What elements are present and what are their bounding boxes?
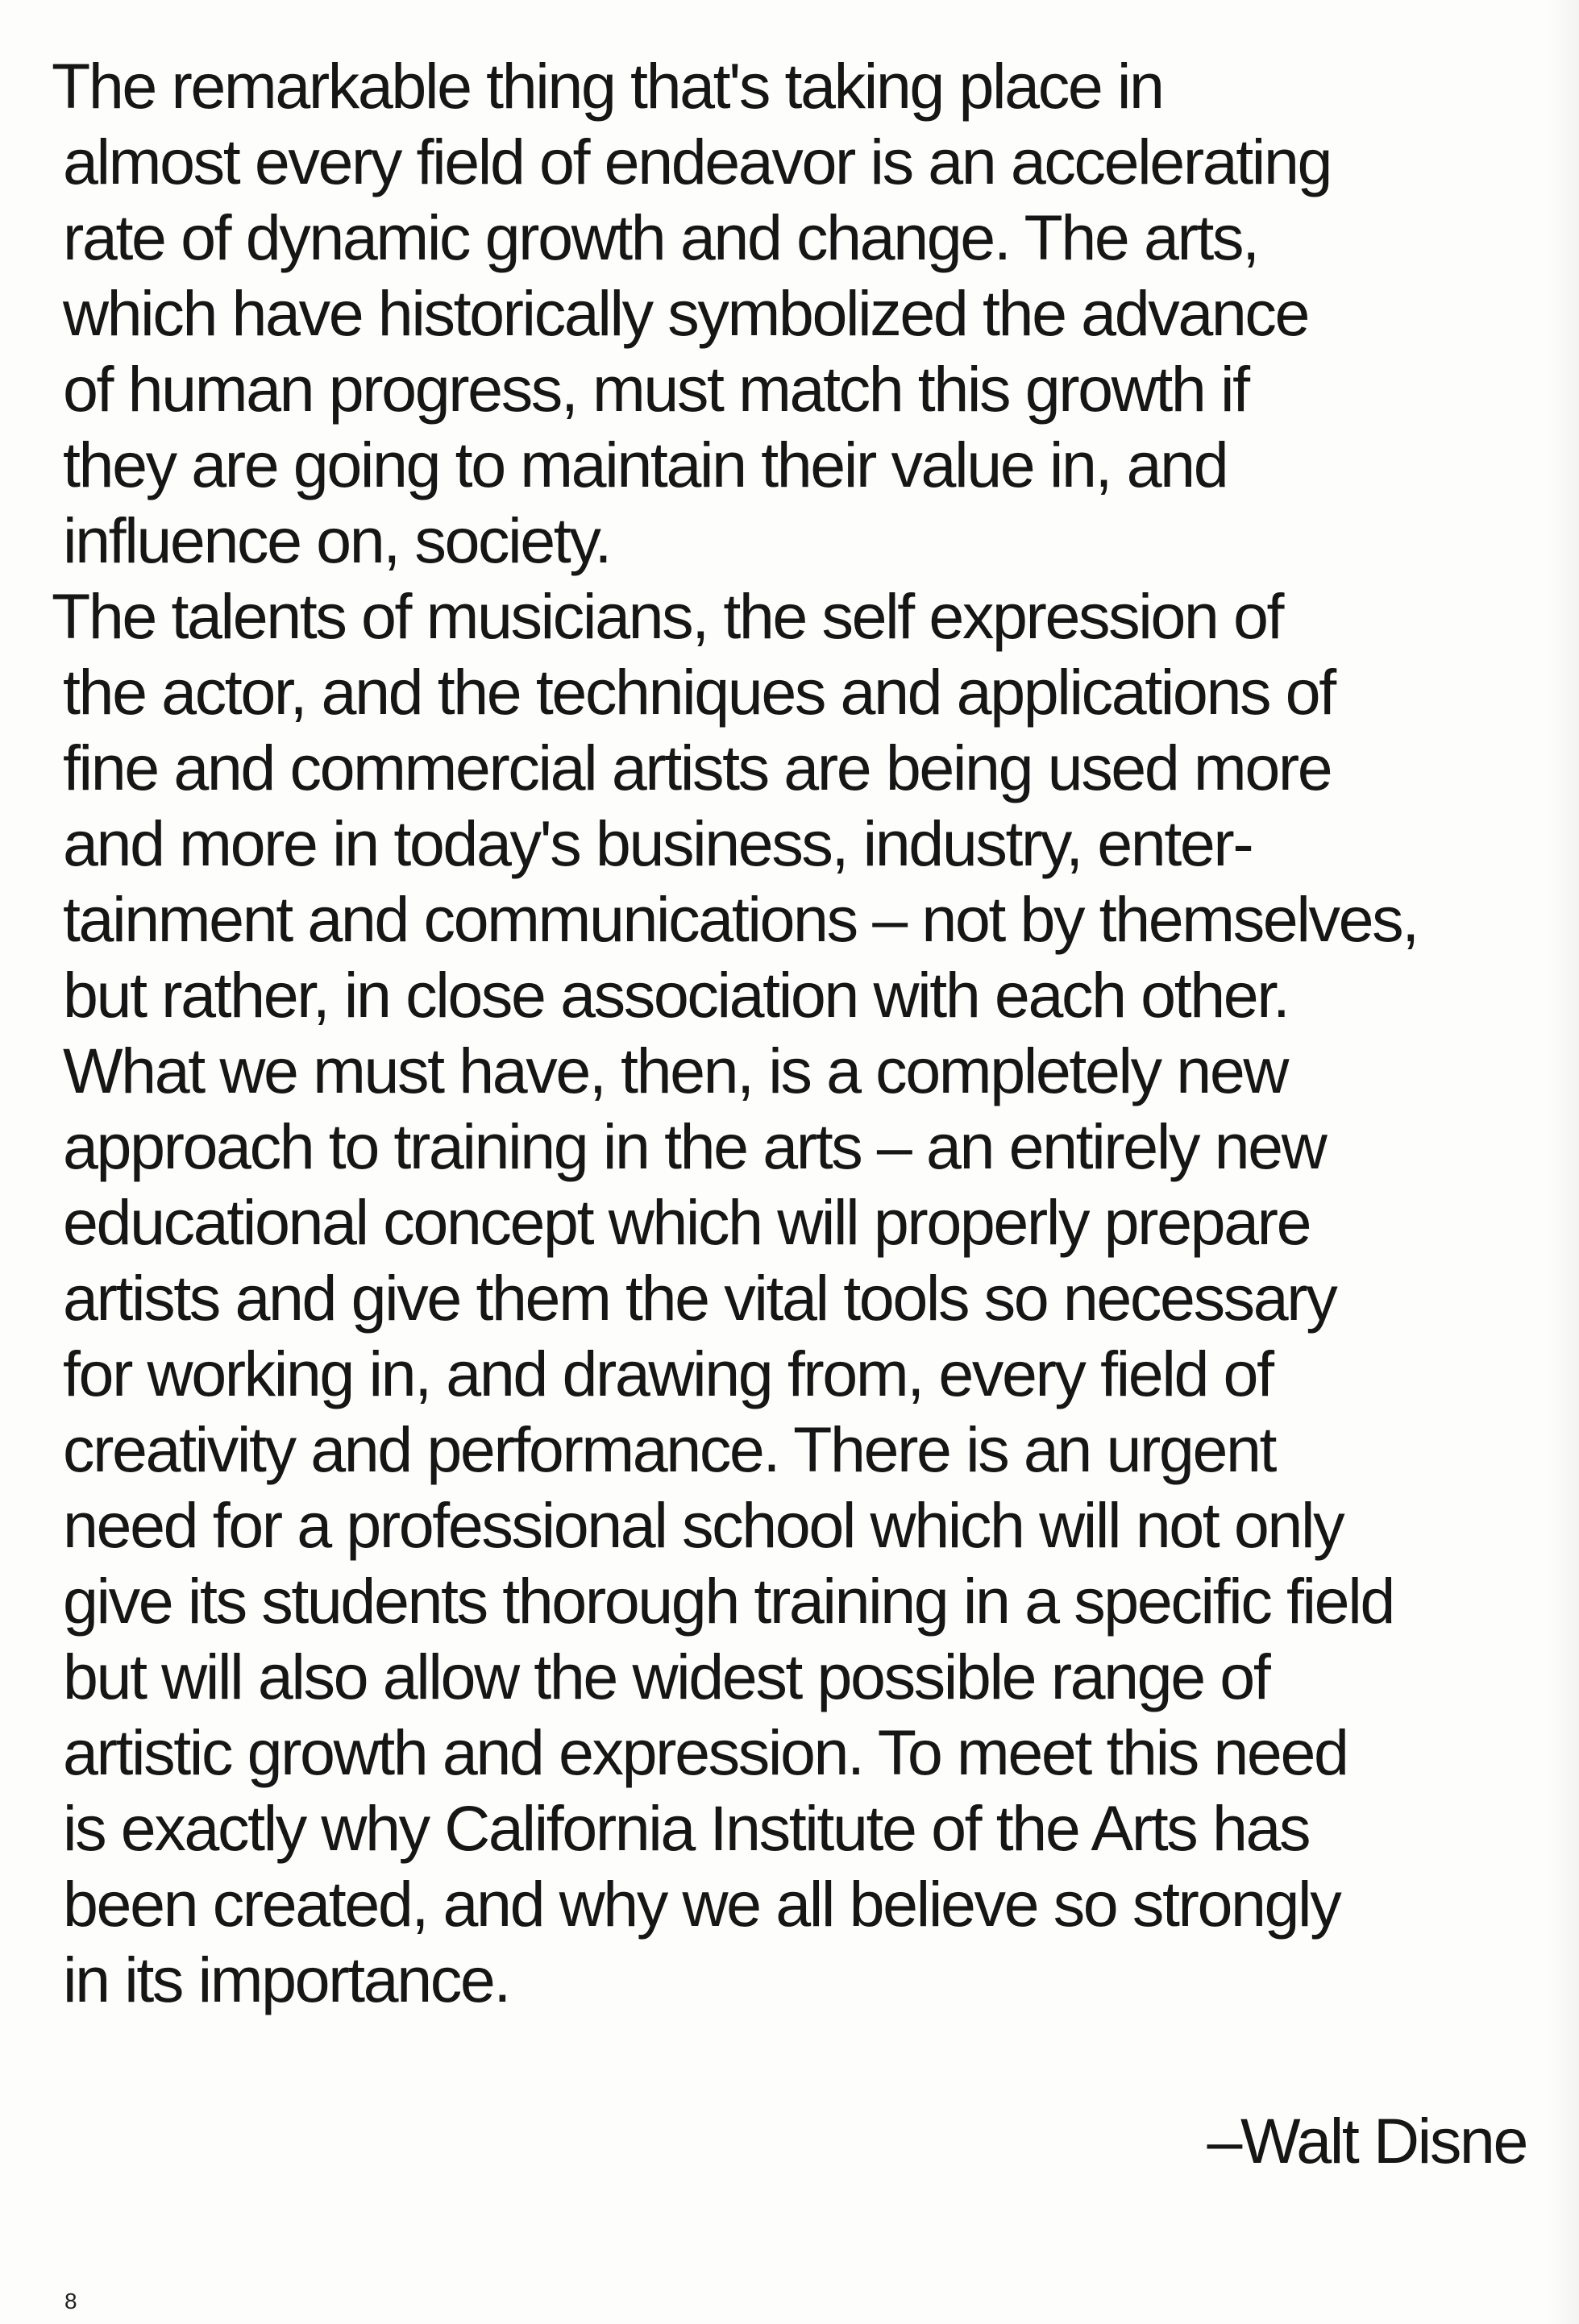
text-line: artists and give them the vital tools so necessary bbox=[63, 1262, 1336, 1334]
text-line: they are going to maintain their value in, and bbox=[63, 429, 1228, 500]
text-line: but rather, in close association with each other. bbox=[63, 959, 1289, 1031]
text-line: need for a professional school which will not only bbox=[63, 1489, 1344, 1561]
body-text bbox=[52, 48, 1567, 2018]
text-line: give its students thorough training in a specific field bbox=[63, 1565, 1394, 1637]
text-line: fine and commercial artists are being used more bbox=[63, 732, 1332, 803]
text-line: been created, and why we all believe so strongly bbox=[63, 1868, 1340, 1940]
text-line: artistic growth and expression. To meet this need bbox=[63, 1716, 1348, 1788]
text-line: but will also allow the widest possible range of bbox=[63, 1641, 1269, 1712]
text-line: almost every field of endeavor is an accelerating bbox=[63, 126, 1332, 197]
text-line: creativity and performance. There is an urgent bbox=[63, 1413, 1276, 1485]
text-line: of human progress, must match this growth if bbox=[63, 353, 1249, 425]
text-line: tainment and communications – not by themselves, bbox=[63, 883, 1418, 955]
page-number: 8 bbox=[64, 2289, 77, 2314]
text-line: The remarkable thing that's taking place in bbox=[52, 50, 1163, 122]
text-line: What we must have, then, is a completely new bbox=[63, 1035, 1288, 1106]
text-line: is exactly why California Institute of the Arts has bbox=[63, 1792, 1310, 1864]
text-line: in its importance. bbox=[63, 1944, 509, 2015]
text-line: and more in today's business, industry, enter- bbox=[63, 807, 1253, 879]
text-line: The talents of musicians, the self expression of bbox=[52, 580, 1283, 652]
signature: –Walt Disne bbox=[1207, 2105, 1527, 2177]
text-line: influence on, society. bbox=[63, 504, 611, 576]
text-line: rate of dynamic growth and change. The arts, bbox=[63, 201, 1258, 273]
text-line: approach to training in the arts – an entirely new bbox=[63, 1110, 1326, 1182]
text-line: the actor, and the techniques and applications of bbox=[63, 656, 1335, 728]
text-line: educational concept which will properly prepare bbox=[63, 1186, 1311, 1258]
text-line: which have historically symbolized the advance bbox=[63, 277, 1309, 349]
text-line: for working in, and drawing from, every field of bbox=[63, 1338, 1273, 1409]
